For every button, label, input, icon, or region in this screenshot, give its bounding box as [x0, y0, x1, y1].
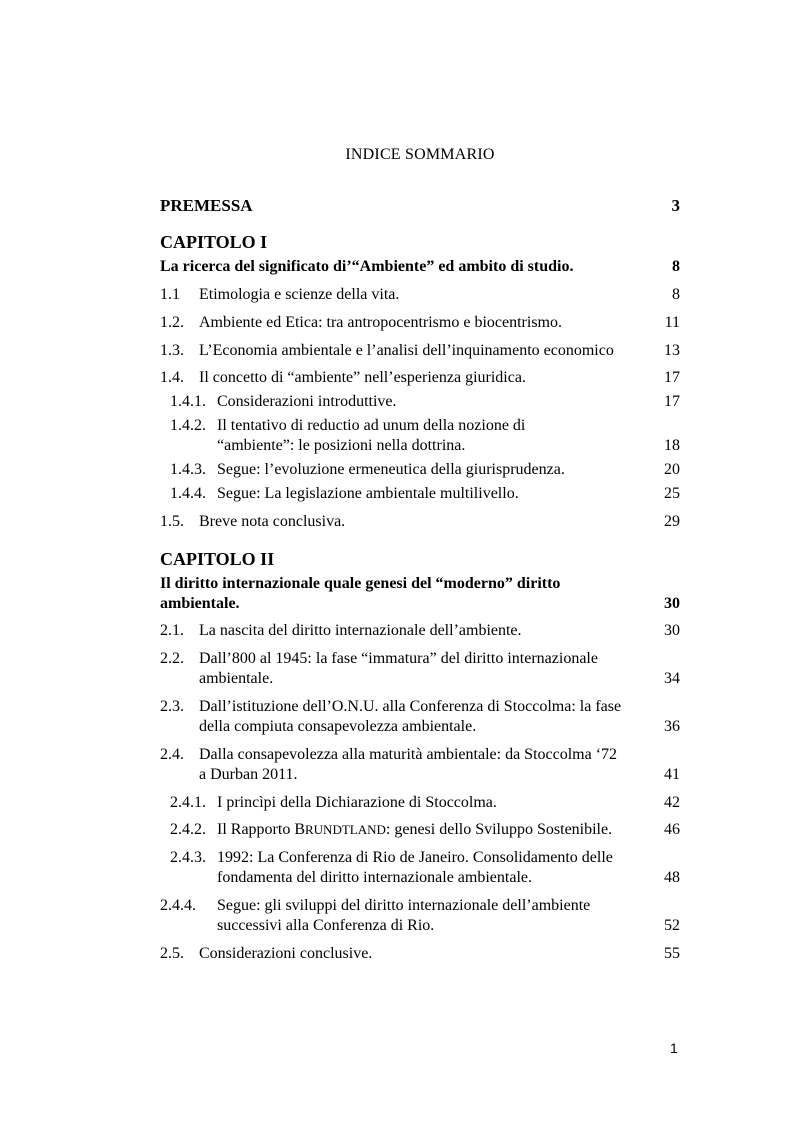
entry-number: 2.2. [160, 650, 184, 667]
entry-text: Segue: l’evoluzione ermeneutica della giurisprudenza. [217, 461, 565, 478]
entry-number: 1.4.2. [170, 417, 206, 434]
entry-text [217, 820, 612, 840]
entry-number: 1.3. [160, 342, 184, 359]
entry-text-continuation: della compiuta consapevolezza ambientale. [199, 718, 477, 735]
chapter-2-heading: CAPITOLO II [160, 549, 275, 569]
entry-page: 48 [664, 869, 680, 886]
entry-number: 1.1 [160, 286, 180, 303]
entry-text-continuation: a Durban 2011. [199, 766, 298, 783]
entry-text: Segue: gli sviluppi del diritto internazionale dell’ambiente [217, 897, 591, 914]
entry-page: 17 [664, 393, 680, 410]
toc-entry[interactable] [160, 745, 680, 785]
entry-page: 42 [664, 794, 680, 811]
premessa-page: 3 [671, 196, 680, 215]
entry-text: Etimologia e scienze della vita. [199, 286, 400, 303]
entry-number: 1.4.4. [170, 485, 206, 502]
entry-text: Dall’800 al 1945: la fase “immatura” del diritto internazionale [199, 650, 598, 667]
entry-page: 17 [664, 369, 680, 386]
entry-number: 1.4. [160, 369, 184, 386]
entry-text: La nascita del diritto internazionale dell’ambiente. [199, 622, 522, 639]
chapter-2-subtitle: Il diritto internazionale quale genesi del “moderno” diritto [160, 575, 561, 592]
toc-entry[interactable] [160, 848, 680, 888]
entry-number: 2.4.3. [170, 849, 206, 866]
toc-entry[interactable] [160, 416, 680, 456]
entry-text-post: : genesi dello Sviluppo Sostenibile. [385, 821, 613, 838]
entry-number: 1.5. [160, 513, 184, 530]
entry-text: Il tentativo di reductio ad unum della nozione di [217, 417, 526, 434]
toc-entry[interactable] [160, 649, 680, 689]
entry-page: 25 [664, 485, 680, 502]
entry-text: Dall’istituzione dell’O.N.U. alla Conferenza di Stoccolma: la fase [199, 698, 622, 715]
chapter-2-page: 30 [664, 595, 680, 612]
entry-page: 18 [664, 437, 680, 454]
page-number: 1 [670, 1040, 678, 1056]
entry-page: 30 [664, 622, 680, 639]
entry-number: 1.4.3. [170, 461, 206, 478]
entry-page: 8 [672, 286, 680, 303]
premessa-label: PREMESSA [160, 196, 253, 215]
entry-number: 2.4.4. [160, 897, 196, 914]
entry-number: 1.2. [160, 314, 184, 331]
entry-page: 46 [664, 821, 680, 838]
entry-text: I princìpi della Dichiarazione di Stoccolma. [217, 794, 497, 811]
entry-number: 2.4.2. [170, 821, 206, 838]
entry-text: Considerazioni conclusive. [199, 945, 373, 962]
entry-number: 2.4.1. [170, 794, 206, 811]
chapter-1-subtitle-row[interactable] [160, 257, 680, 277]
page-title: INDICE SOMMARIO [345, 146, 495, 163]
entry-text: Considerazioni introduttive. [217, 393, 397, 410]
entry-number: 2.1. [160, 622, 184, 639]
entry-page: 41 [664, 766, 680, 783]
chapter-1-page: 8 [672, 258, 680, 275]
entry-page: 55 [664, 945, 680, 962]
entry-number: 2.5. [160, 945, 184, 962]
entry-number: 2.4. [160, 746, 184, 763]
entry-page: 36 [664, 718, 680, 735]
entry-number: 2.3. [160, 698, 184, 715]
entry-page: 13 [664, 342, 680, 359]
entry-text: 1992: La Conferenza di Rio de Janeiro. Consolidamento delle [217, 849, 613, 866]
entry-text: Segue: La legislazione ambientale multilivello. [217, 485, 519, 502]
entry-text: Dalla consapevolezza alla maturità ambientale: da Stoccolma ‘72 [199, 746, 618, 763]
entry-text-continuation: “ambiente”: le posizioni nella dottrina. [217, 437, 466, 454]
entry-text: Ambiente ed Etica: tra antropocentrismo e biocentrismo. [199, 314, 562, 331]
entry-text-smallcaps: RUNDTLAND [305, 822, 386, 837]
entry-page: 52 [664, 917, 680, 934]
chapter-1-heading: CAPITOLO I [160, 232, 268, 252]
entry-page: 20 [664, 461, 680, 478]
entry-page: 11 [664, 314, 680, 331]
entry-text: Il concetto di “ambiente” nell’esperienza giuridica. [199, 369, 526, 386]
entry-page: 34 [664, 670, 680, 687]
entry-page: 29 [664, 513, 680, 530]
entry-text-continuation: ambientale. [199, 670, 274, 687]
toc-premessa[interactable] [160, 196, 680, 216]
chapter-2-subtitle-row[interactable] [160, 574, 680, 614]
toc-entry[interactable] [160, 697, 680, 737]
entry-text-continuation: fondamenta del diritto internazionale ambientale. [217, 869, 532, 886]
entry-text-continuation: successivi alla Conferenza di Rio. [217, 917, 435, 934]
chapter-1-subtitle: La ricerca del significato di’“Ambiente” ed ambito di studio. [160, 258, 574, 275]
entry-number: 1.4.1. [170, 393, 206, 410]
entry-text-pre: Il Rapporto B [217, 821, 305, 838]
entry-text: Breve nota conclusiva. [199, 513, 346, 530]
entry-text: L’Economia ambientale e l’analisi dell’inquinamento economico [199, 342, 614, 359]
chapter-2-subtitle-continuation: ambientale. [160, 595, 240, 612]
toc-entry[interactable] [160, 896, 680, 936]
